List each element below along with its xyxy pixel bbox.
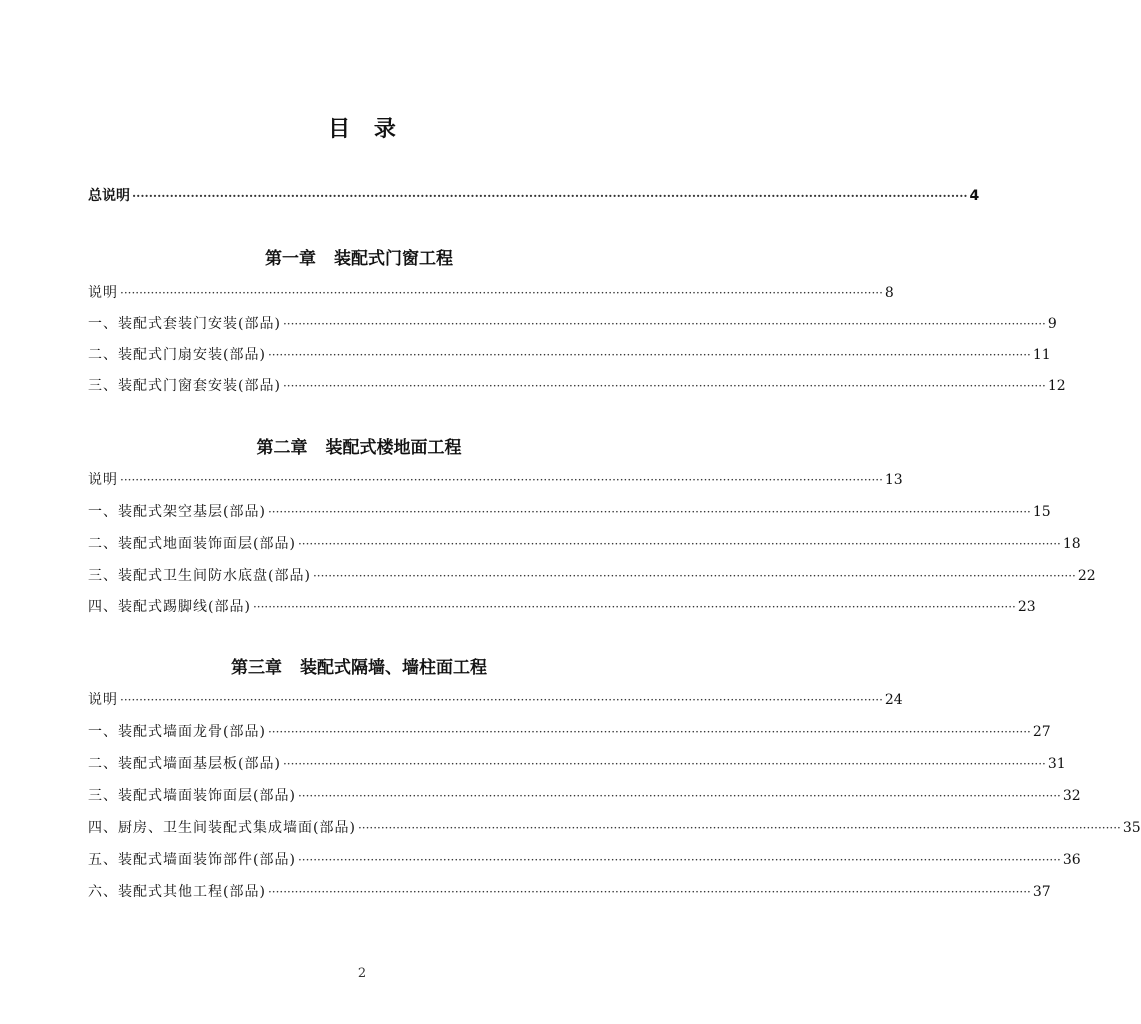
toc-entry-page: 35: [1122, 820, 1141, 836]
toc-entry-page: 11: [1032, 347, 1051, 363]
toc-entry[interactable]: [88, 786, 1081, 806]
toc-leader-dots: ········································································································································································································: [267, 348, 1031, 362]
chapter-number: 第三章: [231, 658, 282, 678]
toc-entry-label: 六、装配式其他工程(部品): [88, 884, 266, 900]
chapter-number: 第二章: [256, 438, 308, 458]
toc-entry-overview[interactable]: [88, 186, 980, 206]
toc-entry-page: 32: [1062, 788, 1081, 804]
chapter-heading: [88, 656, 630, 680]
toc-entry[interactable]: [88, 345, 1051, 365]
toc-entry-label: 一、装配式套装门安装(部品): [88, 316, 281, 332]
toc-entry-label: 说明: [88, 285, 118, 301]
toc-entry-label: 二、装配式墙面基层板(部品): [88, 756, 281, 772]
toc-entry-page: 15: [1032, 504, 1051, 520]
toc-entry-page: 9: [1047, 316, 1057, 332]
page-title: [0, 112, 724, 143]
toc-entry[interactable]: [88, 314, 1057, 334]
toc-leader-dots: ········································································································································································································: [267, 725, 1031, 739]
toc-entry-page: 27: [1032, 724, 1051, 740]
chapter-heading: [88, 436, 630, 460]
toc-entry-page: 22: [1077, 568, 1096, 584]
toc-leader-dots: ········································································································································································································: [297, 853, 1061, 867]
toc-entry-label: 三、装配式墙面装饰面层(部品): [88, 788, 296, 804]
chapter-name: 装配式门窗工程: [334, 249, 453, 269]
toc-entry[interactable]: [88, 754, 1066, 774]
toc-entry-label: 三、装配式卫生间防水底盘(部品): [88, 568, 311, 584]
toc-entry-page: 4: [969, 188, 980, 204]
toc-entry-page: 12: [1047, 378, 1066, 394]
page-title-char-1: 目: [328, 117, 351, 142]
toc-entry[interactable]: [88, 502, 1051, 522]
toc-entry-label: 五、装配式墙面装饰部件(部品): [88, 852, 296, 868]
toc-entry[interactable]: [88, 850, 1081, 870]
toc-leader-dots: ········································································································································································································: [267, 885, 1031, 899]
toc-entry-page: 37: [1032, 884, 1051, 900]
chapter-name: 装配式楼地面工程: [325, 438, 462, 458]
toc-entry[interactable]: [88, 818, 1141, 838]
toc-entry-page: 23: [1017, 599, 1036, 615]
toc-leader-dots: ········································································································································································································: [120, 286, 883, 300]
toc-entry-label: 一、装配式架空基层(部品): [88, 504, 266, 520]
toc-entry[interactable]: [88, 283, 894, 303]
toc-entry-page: 36: [1062, 852, 1081, 868]
toc-leader-dots: ········································································································································································································: [282, 379, 1046, 393]
toc-leader-dots: ········································································································································································································: [120, 473, 883, 487]
toc-entry[interactable]: [88, 376, 1066, 396]
toc-leader-dots: ········································································································································································································: [297, 789, 1061, 803]
toc-entry-label: 四、厨房、卫生间装配式集成墙面(部品): [88, 820, 356, 836]
toc-entry[interactable]: [88, 690, 903, 710]
toc-entry-label: 三、装配式门窗套安装(部品): [88, 378, 281, 394]
toc-entry[interactable]: [88, 722, 1051, 742]
toc-entry-page: 31: [1047, 756, 1066, 772]
page-number: 2: [357, 966, 367, 981]
toc-entry-page: 18: [1062, 536, 1081, 552]
toc-entry-label: 说明: [88, 692, 118, 708]
toc-entry-page: 13: [884, 472, 903, 488]
toc-leader-dots: ········································································································································································································: [282, 757, 1046, 771]
toc-leader-dots: ········································································································································································································: [282, 317, 1046, 331]
chapter-heading: [88, 247, 630, 271]
toc-entry-label: 二、装配式地面装饰面层(部品): [88, 536, 296, 552]
toc-entry-page: 8: [884, 285, 894, 301]
toc-entry-label: 总说明: [88, 188, 130, 204]
toc-leader-dots: ········································································································································································································: [267, 505, 1031, 519]
toc-entry[interactable]: [88, 470, 903, 490]
toc-leader-dots: ········································································································································································································: [252, 600, 1016, 614]
toc-leader-dots: ········································································································································································································: [132, 189, 968, 203]
toc-entry[interactable]: [88, 534, 1081, 554]
toc-entry[interactable]: [88, 566, 1096, 586]
toc-entry[interactable]: [88, 882, 1051, 902]
toc-entry-label: 二、装配式门扇安装(部品): [88, 347, 266, 363]
toc-leader-dots: ········································································································································································································: [312, 569, 1076, 583]
toc-entry-page: 24: [884, 692, 903, 708]
toc-leader-dots: ········································································································································································································: [357, 821, 1121, 835]
chapter-name: 装配式隔墙、墙柱面工程: [300, 658, 487, 678]
toc-entry-label: 说明: [88, 472, 118, 488]
toc-entry[interactable]: [88, 597, 1036, 617]
toc-entry-label: 四、装配式踢脚线(部品): [88, 599, 251, 615]
chapter-number: 第一章: [265, 249, 316, 269]
page-title-char-2: 录: [373, 117, 396, 142]
toc-leader-dots: ········································································································································································································: [297, 537, 1061, 551]
toc-leader-dots: ········································································································································································································: [120, 693, 883, 707]
toc-entry-label: 一、装配式墙面龙骨(部品): [88, 724, 266, 740]
